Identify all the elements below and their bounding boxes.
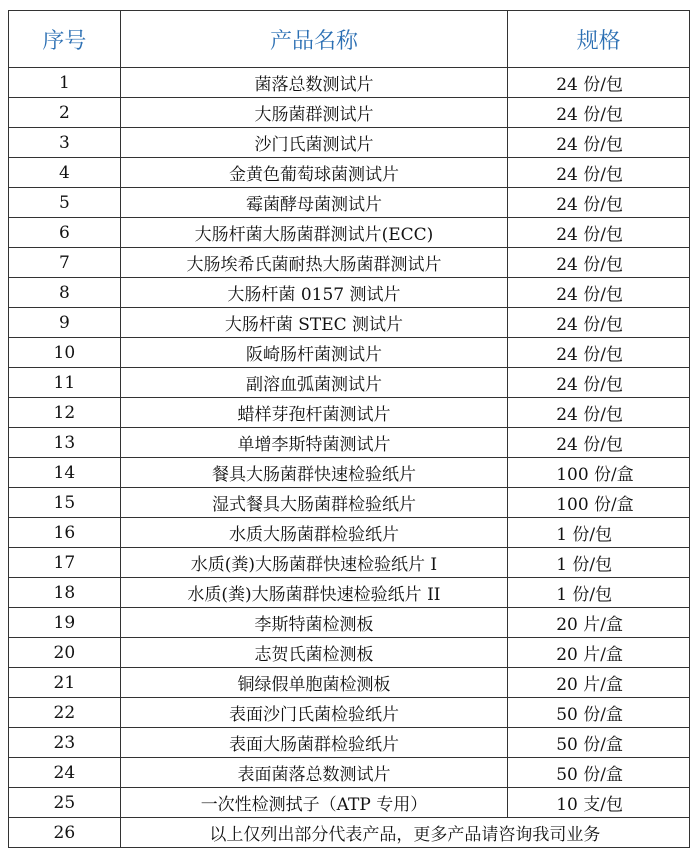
footer-index: 26 [9,818,121,848]
table-row [9,548,690,578]
table-row [9,698,690,728]
row-product-name: 一次性检测拭子（ATP 专用） [120,788,507,818]
table-row [9,428,690,458]
row-spec: 24 份/包 [508,368,690,398]
row-index: 23 [9,728,121,758]
row-product-name: 霉菌酵母菌测试片 [120,188,507,218]
table-row [9,608,690,638]
row-index: 20 [9,638,121,668]
row-product-name: 副溶血弧菌测试片 [120,368,507,398]
row-spec: 50 份/盒 [508,698,690,728]
row-spec: 100 份/盒 [508,458,690,488]
row-spec: 24 份/包 [508,98,690,128]
row-index: 18 [9,578,121,608]
row-product-name: 金黄色葡萄球菌测试片 [120,158,507,188]
row-index: 14 [9,458,121,488]
row-product-name: 水质(粪)大肠菌群快速检验纸片 II [120,578,507,608]
row-product-name: 大肠埃希氏菌耐热大肠菌群测试片 [120,248,507,278]
row-product-name: 大肠杆菌大肠菌群测试片(ECC) [120,218,507,248]
row-product-name: 菌落总数测试片 [120,68,507,98]
table-row [9,278,690,308]
row-index: 4 [9,158,121,188]
row-index: 24 [9,758,121,788]
row-product-name: 志贺氏菌检测板 [120,638,507,668]
row-index: 8 [9,278,121,308]
product-table [8,10,690,848]
header-spec: 规格 [508,11,690,68]
header-index: 序号 [9,11,121,68]
row-spec: 24 份/包 [508,338,690,368]
table-body [9,68,690,818]
row-spec: 24 份/包 [508,278,690,308]
row-spec: 24 份/包 [508,128,690,158]
row-spec: 24 份/包 [508,308,690,338]
row-spec: 1 份/包 [508,518,690,548]
table-row [9,728,690,758]
row-index: 3 [9,128,121,158]
row-index: 12 [9,398,121,428]
row-index: 25 [9,788,121,818]
table-row [9,248,690,278]
footer-note: 以上仅列出部分代表产品，更多产品请咨询我司业务 [120,818,689,848]
row-index: 6 [9,218,121,248]
row-index: 10 [9,338,121,368]
row-spec: 50 份/盒 [508,758,690,788]
table-row [9,578,690,608]
row-index: 21 [9,668,121,698]
row-product-name: 单增李斯特菌测试片 [120,428,507,458]
row-spec: 24 份/包 [508,218,690,248]
row-product-name: 表面沙门氏菌检验纸片 [120,698,507,728]
row-index: 1 [9,68,121,98]
row-product-name: 大肠菌群测试片 [120,98,507,128]
table-row [9,758,690,788]
row-product-name: 沙门氏菌测试片 [120,128,507,158]
table-row [9,488,690,518]
table-row [9,128,690,158]
table-row [9,638,690,668]
row-index: 17 [9,548,121,578]
table-row [9,218,690,248]
table-row [9,188,690,218]
row-index: 5 [9,188,121,218]
table-row [9,668,690,698]
table-row [9,368,690,398]
row-spec: 50 份/盒 [508,728,690,758]
row-index: 16 [9,518,121,548]
footer-row [9,818,690,848]
row-product-name: 表面大肠菌群检验纸片 [120,728,507,758]
row-product-name: 水质(粪)大肠菌群快速检验纸片 I [120,548,507,578]
row-index: 13 [9,428,121,458]
row-spec: 24 份/包 [508,398,690,428]
row-product-name: 表面菌落总数测试片 [120,758,507,788]
table-row [9,788,690,818]
row-spec: 20 片/盒 [508,668,690,698]
table-row [9,458,690,488]
row-product-name: 阪崎肠杆菌测试片 [120,338,507,368]
table-row [9,338,690,368]
table-row [9,98,690,128]
row-index: 7 [9,248,121,278]
table-row [9,518,690,548]
header-name: 产品名称 [120,11,507,68]
row-index: 22 [9,698,121,728]
row-product-name: 餐具大肠菌群快速检验纸片 [120,458,507,488]
row-product-name: 李斯特菌检测板 [120,608,507,638]
row-index: 2 [9,98,121,128]
table-row [9,68,690,98]
table-row [9,308,690,338]
row-product-name: 水质大肠菌群检验纸片 [120,518,507,548]
table-row [9,158,690,188]
row-spec: 24 份/包 [508,428,690,458]
row-spec: 1 份/包 [508,548,690,578]
row-spec: 20 片/盒 [508,608,690,638]
row-index: 15 [9,488,121,518]
row-index: 19 [9,608,121,638]
row-product-name: 铜绿假单胞菌检测板 [120,668,507,698]
row-product-name: 大肠杆菌 STEC 测试片 [120,308,507,338]
row-index: 11 [9,368,121,398]
table-row [9,398,690,428]
row-product-name: 蜡样芽孢杆菌测试片 [120,398,507,428]
row-spec: 10 支/包 [508,788,690,818]
row-spec: 100 份/盒 [508,488,690,518]
header-row [9,11,690,68]
row-spec: 1 份/包 [508,578,690,608]
row-product-name: 湿式餐具大肠菌群检验纸片 [120,488,507,518]
row-spec: 24 份/包 [508,68,690,98]
row-index: 9 [9,308,121,338]
row-spec: 20 片/盒 [508,638,690,668]
row-spec: 24 份/包 [508,248,690,278]
row-product-name: 大肠杆菌 0157 测试片 [120,278,507,308]
row-spec: 24 份/包 [508,188,690,218]
row-spec: 24 份/包 [508,158,690,188]
